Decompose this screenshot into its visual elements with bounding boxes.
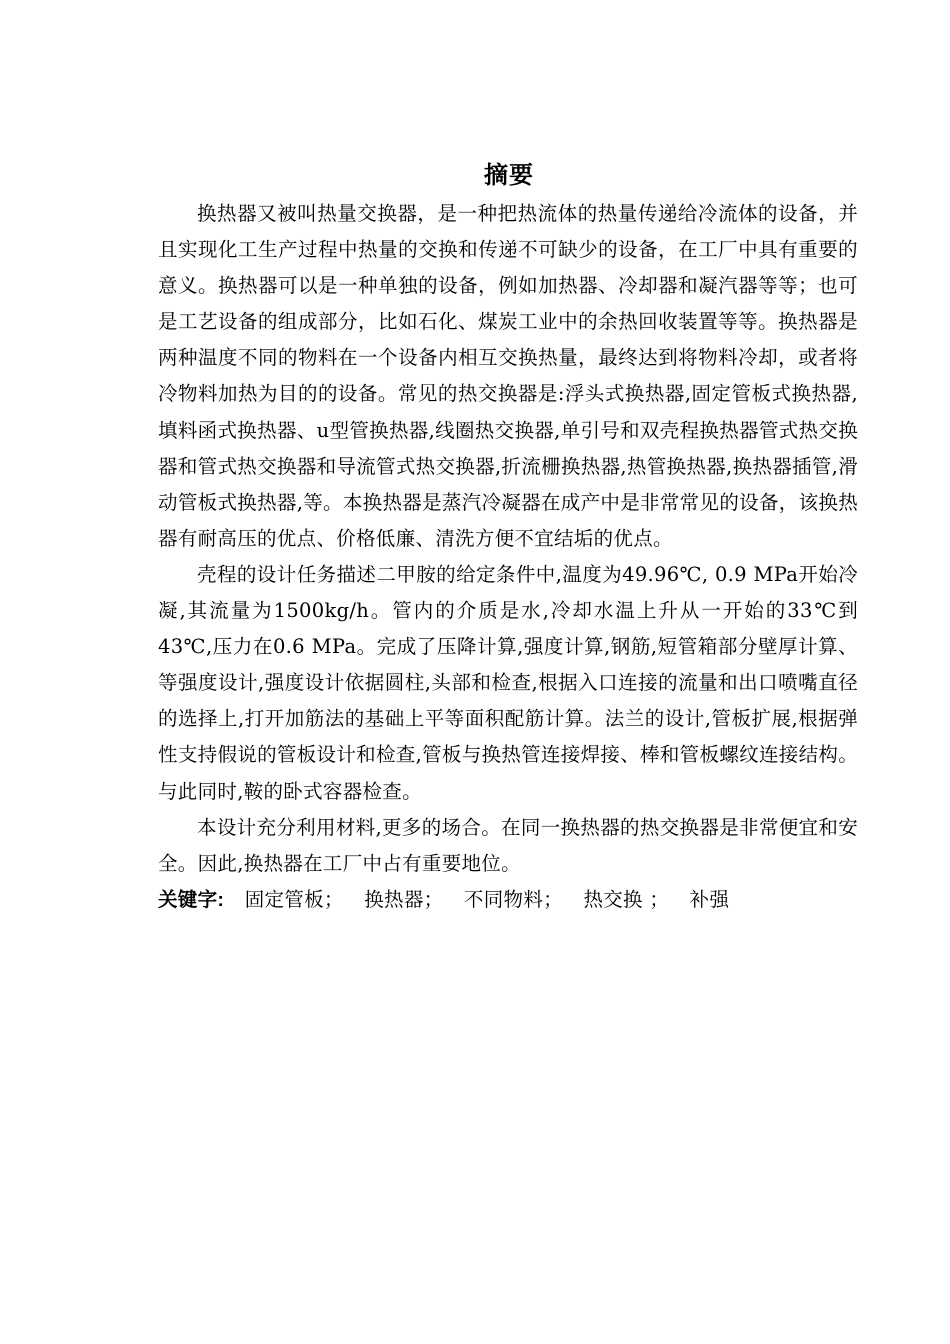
keywords-line bbox=[158, 882, 858, 918]
abstract-title: 摘要 bbox=[484, 162, 534, 189]
abstract-body bbox=[158, 196, 858, 918]
keyword-item: 不同物料； bbox=[463, 887, 563, 911]
abstract-paragraph-3: 本设计充分利用材料,更多的场合。在同一换热器的热交换器是非常便宜和安全。因此,换热器在工厂中占有重要地位。 bbox=[158, 815, 858, 875]
abstract-paragraph-1: 换热器又被叫热量交换器，是一种把热流体的热量传递给冷流体的设备，并且实现化工生产过程中热量的交换和传递不可缺少的设备，在工厂中具有重要的意义。换热器可以是一种单独的设备，例如加热器、冷却器和凝汽器等等；也可是工艺设备的组成部分，比如石化、煤炭工业中的余热回收装置等等。换热器是两种温度不同的物料在一个设备内相互交换热量，最终达到将物料冷却，或者将冷物料加热为目的的设备。常见的热交换器是:浮头式换热器,固定管板式换热器,填料函式换热器、u型管换热器,线圈热交换器,单引号和双壳程换热器管式热交换器和管式热交换器和导流管式热交换器,折流栅换热器,热管换热器,换热器插管,滑动管板式换热器,等。本换热器是蒸汽冷凝器在成产中是非常常见的设备，该换热器有耐高压的优点、价格低廉、清洗方便不宜结垢的优点。 bbox=[158, 202, 858, 550]
keyword-item: 补强 bbox=[689, 887, 730, 911]
abstract-paragraph-2: 壳程的设计任务描述二甲胺的给定条件中,温度为49.96℃, 0.9 MPa开始冷凝,其流量为1500kg/h。管内的介质是水,冷却水温上升从一开始的33℃到43℃,压力在0.6 MPa。完成了压降计算,强度计算,钢筋,短管箱部分壁厚计算、等强度设计,强度设计依据圆柱,头部和检查,根据入口连接的流量和出口喷嘴直径的选择上,打开加筋法的基础上平等面积配筋计算。法兰的设计,管板扩展,根据弹性支持假说的管板设计和检查,管板与换热管连接焊接、棒和管板螺纹连接结构。与此同时,鞍的卧式容器检查。 bbox=[158, 562, 858, 803]
keyword-item: 固定管板； bbox=[244, 887, 344, 911]
keywords-label: 关键字: bbox=[158, 888, 225, 911]
keyword-item: 热交换 ； bbox=[583, 887, 670, 911]
keyword-item: 换热器； bbox=[364, 887, 444, 911]
